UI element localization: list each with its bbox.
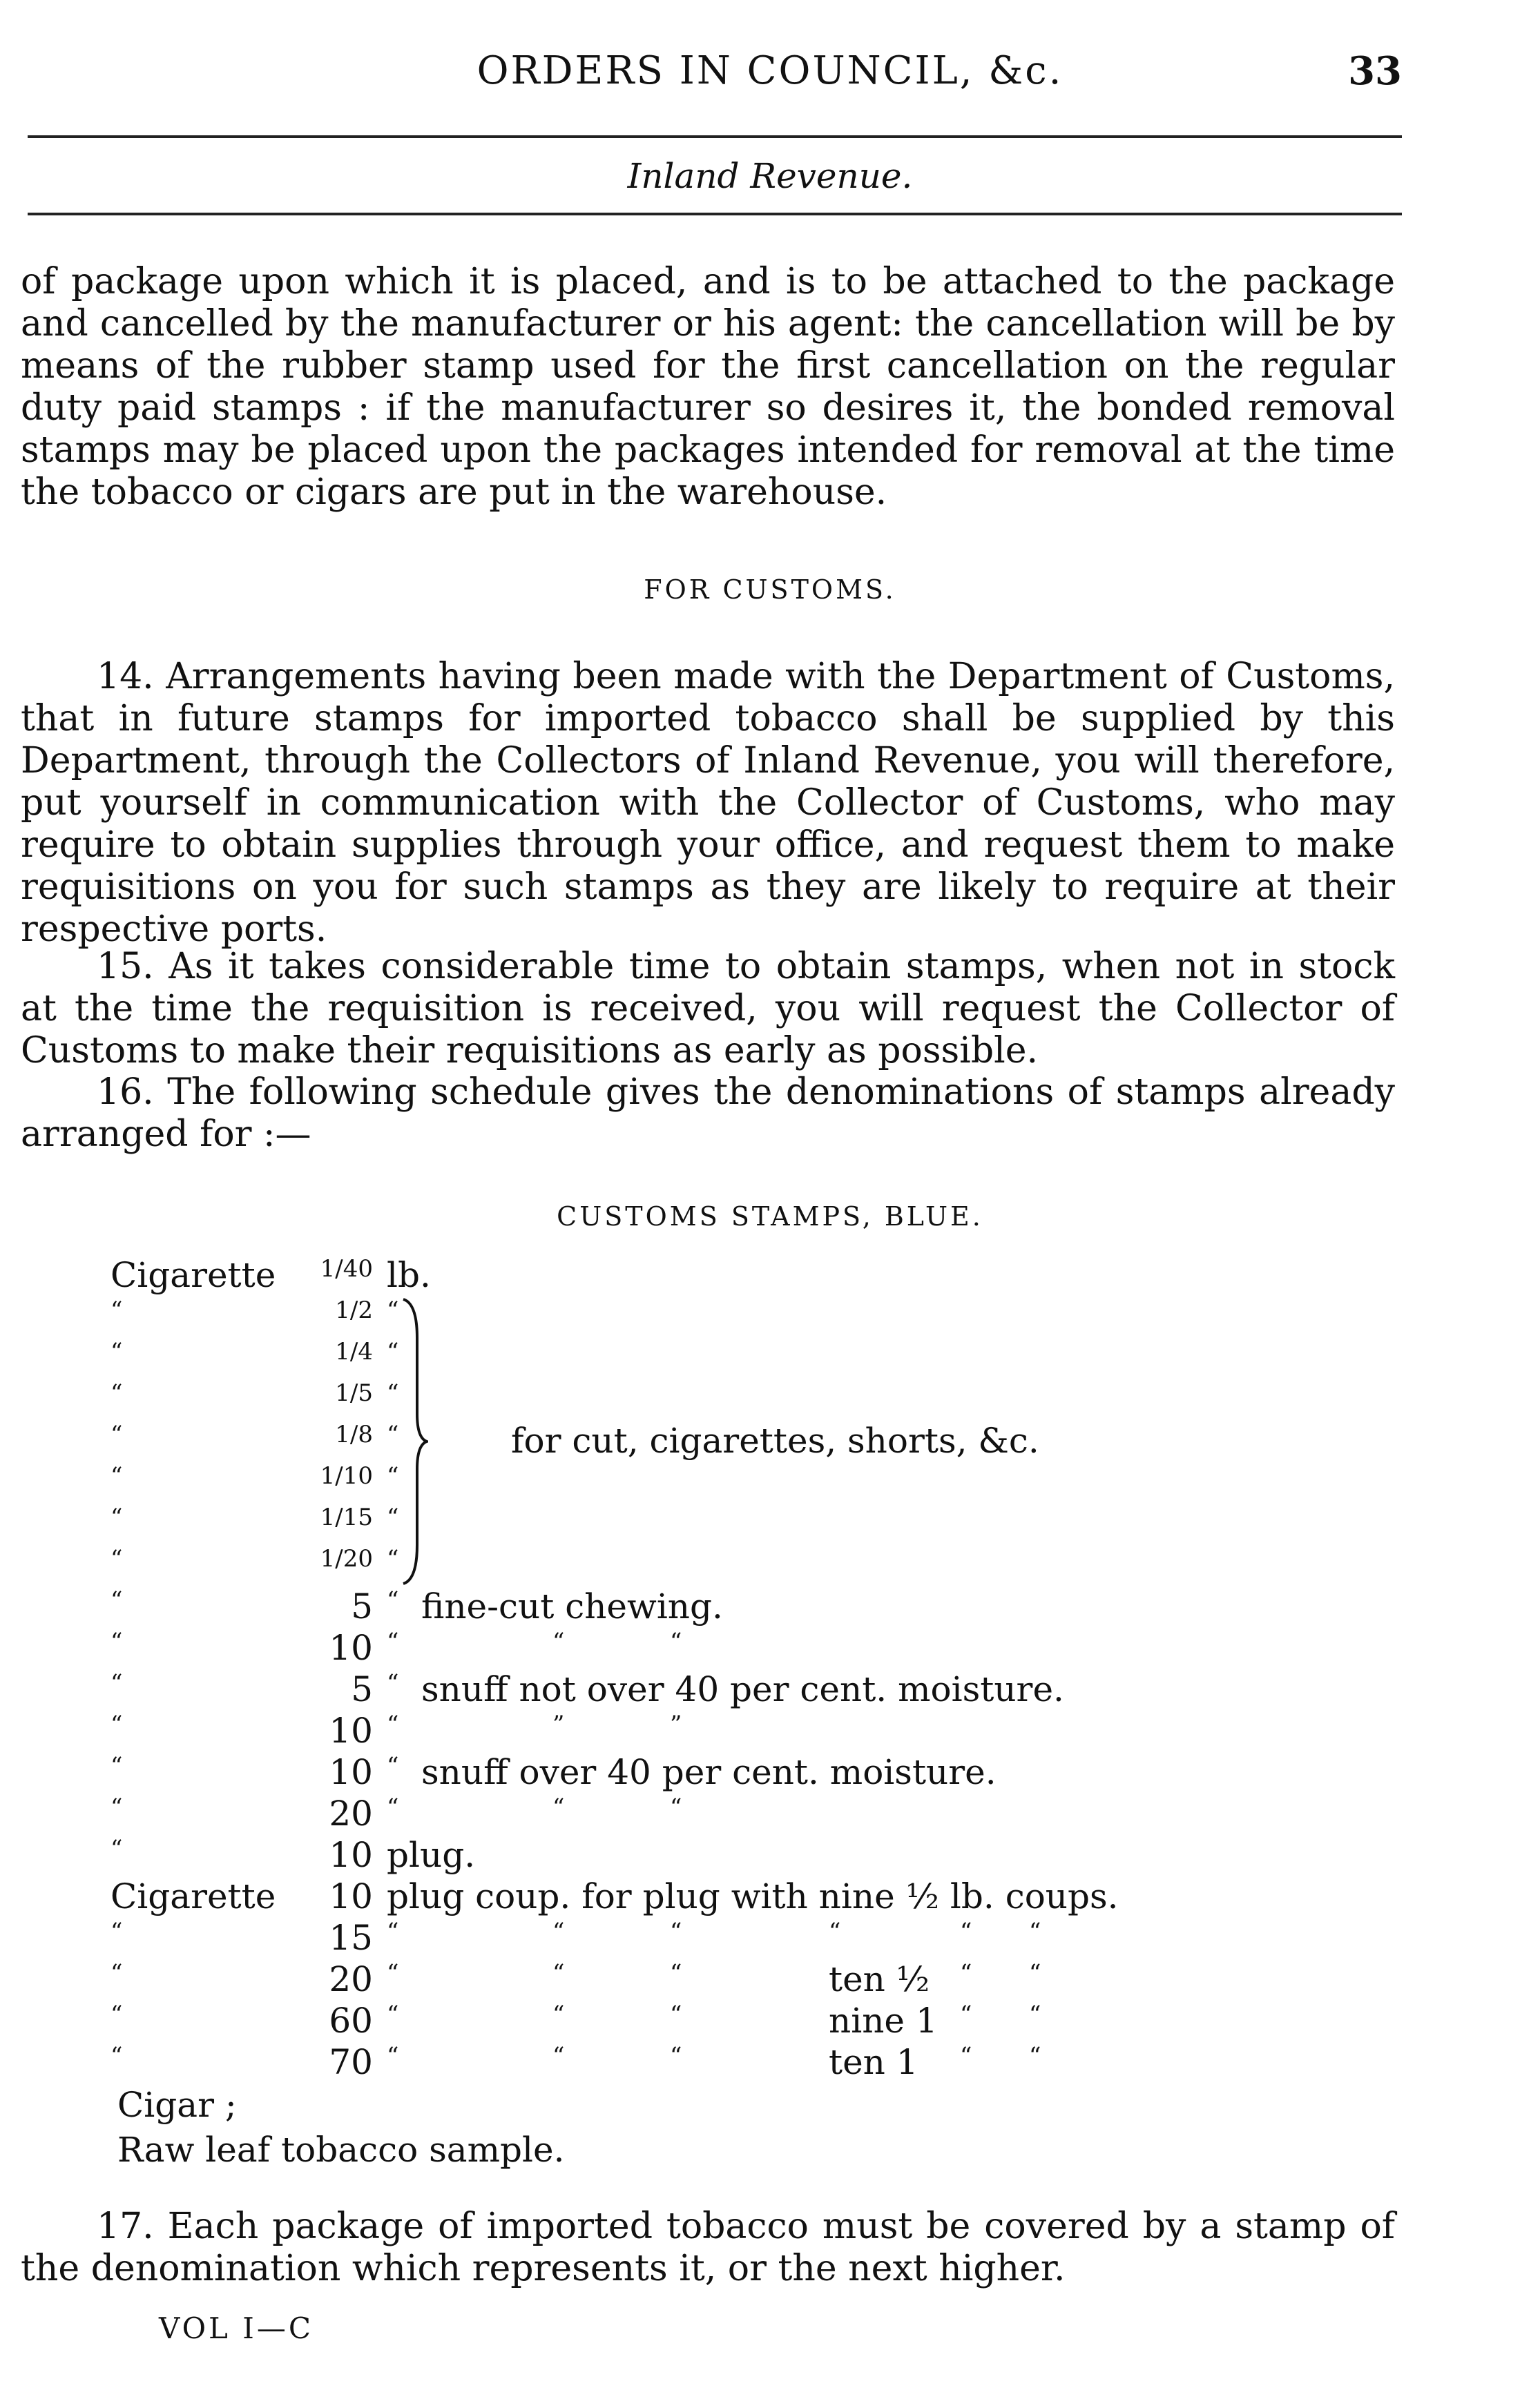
schedule-ditto: “ (552, 2042, 565, 2070)
paragraph-14: 14. Arrangements having been made with the Department of Customs, that in future stamps for imported tobacco shall be supplied by this Department, through the Collectors of Inland Revenue, you will therefore, put yourself in communication with the Collector of Customs, who may require to obtain supplies through your office, and request them to make requisitions on you for such stamps as they are likely to require at their respective ports. (21, 656, 1395, 950)
schedule-ditto: “ (552, 2001, 565, 2028)
running-header-subtitle: Inland Revenue. (627, 156, 913, 196)
intro-paragraph: of package upon which it is placed, and is to be attached to the package and cancelled by the manufacturer or his agent: the cancellation will be by means of the rubber stamp used for the first cancellation on the regular duty paid stamps : if the manufacturer so desires it, the bonded removal stamps may be placed upon the packages intended for removal at the time the tobacco or cigars are put in the warehouse. (21, 261, 1395, 513)
schedule-item-name: “ (110, 2001, 123, 2028)
schedule-row (110, 1504, 1423, 1546)
schedule-item-name: “ (110, 1421, 123, 1448)
schedule-unit: “ (387, 1752, 399, 1780)
schedule-denomination: 1/4 (335, 1338, 373, 1366)
schedule-unit: “ (387, 1628, 399, 1656)
schedule-item-raw-leaf: Raw leaf tobacco sample. (117, 2130, 565, 2170)
section-heading-customs: FOR CUSTOMS. (644, 574, 896, 605)
schedule-ditto: “ (1029, 2001, 1041, 2028)
schedule-denomination: 60 (329, 2001, 373, 2041)
schedule-item-name: Cigarette (110, 1255, 276, 1295)
schedule-ditto: “ (960, 2042, 972, 2070)
schedule-ditto: “ (670, 1918, 682, 1945)
header-rule-top (28, 135, 1402, 138)
signature-mark: VOL I—C (159, 2311, 314, 2345)
schedule-ditto: “ (960, 2001, 972, 2028)
schedule-unit: “ (387, 1297, 399, 1324)
stamp-schedule (110, 1255, 1423, 2153)
schedule-denomination: 1/10 (320, 1462, 373, 1490)
schedule-denomination: 20 (329, 1794, 373, 1834)
schedule-ditto: “ (1029, 2042, 1041, 2070)
header-rule-bottom (28, 213, 1402, 215)
schedule-unit: “ (387, 1918, 399, 1945)
schedule-row (110, 1545, 1423, 1588)
schedule-row (110, 1628, 1423, 1671)
schedule-unit: “ (387, 1545, 399, 1573)
schedule-row (110, 1379, 1423, 1422)
schedule-coupon-count: nine 1 (829, 2001, 938, 2041)
paragraph-16: 16. The following schedule gives the denominations of stamps already arranged for :— (21, 1071, 1395, 1155)
schedule-denomination: 10 (329, 1711, 373, 1751)
paragraph-15: 15. As it takes considerable time to obtain stamps, when not in stock at the time the requisition is received, you will request the Collector of Customs to make their requisitions as early as possible. (21, 946, 1395, 1071)
schedule-description: snuff not over 40 per cent. moisture. (421, 1669, 1064, 1709)
schedule-denomination: 5 (351, 1669, 373, 1709)
schedule-item-cigar: Cigar ; (117, 2085, 237, 2125)
right-brace-icon (401, 1297, 428, 1586)
brace-label: for cut, cigarettes, shorts, &c. (511, 1421, 1039, 1461)
schedule-row (110, 1876, 1423, 1919)
schedule-ditto: ” (552, 1711, 565, 1738)
schedule-item-name: “ (110, 1545, 123, 1573)
schedule-unit: “ (387, 2001, 399, 2028)
schedule-row (110, 2042, 1423, 2085)
schedule-ditto: “ (552, 1959, 565, 1987)
schedule-ditto: “ (1029, 1959, 1041, 1987)
schedule-denomination: 1/8 (335, 1421, 373, 1448)
schedule-item-name: “ (110, 1669, 123, 1697)
schedule-item-name: “ (110, 1835, 123, 1863)
schedule-ditto: “ (670, 1959, 682, 1987)
schedule-ditto: “ (960, 1918, 972, 1945)
schedule-item-name: “ (110, 1711, 123, 1738)
schedule-description: fine-cut chewing. (421, 1586, 723, 1627)
schedule-item-name: “ (110, 1752, 123, 1780)
schedule-item-name: “ (110, 1918, 123, 1945)
schedule-denomination: 10 (329, 1835, 373, 1875)
schedule-unit: “ (387, 1959, 399, 1987)
schedule-item-name: “ (110, 1586, 123, 1614)
schedule-unit: “ (387, 2042, 399, 2070)
schedule-ditto: “ (670, 2042, 682, 2070)
schedule-row (110, 1959, 1423, 2002)
schedule-denomination: 1/5 (335, 1379, 373, 1407)
schedule-row (110, 2001, 1423, 2043)
schedule-denomination: 20 (329, 1959, 373, 1999)
schedule-coupon-count: ten 1 (829, 2042, 918, 2082)
schedule-unit: “ (387, 1421, 399, 1448)
schedule-item-name: “ (110, 1794, 123, 1821)
schedule-item-name: “ (110, 1504, 123, 1531)
schedule-ditto: “ (670, 1794, 682, 1821)
schedule-item-name: “ (110, 1297, 123, 1324)
schedule-denomination: 1/15 (320, 1504, 373, 1531)
schedule-denomination: 10 (329, 1876, 373, 1916)
schedule-item-name: “ (110, 2042, 123, 2070)
schedule-unit: lb. (387, 1255, 431, 1295)
schedule-item-name: “ (110, 1338, 123, 1366)
schedule-unit: “ (387, 1462, 399, 1490)
schedule-denomination: 1/2 (335, 1297, 373, 1324)
schedule-ditto: ” (670, 1711, 682, 1738)
schedule-unit: “ (387, 1379, 399, 1407)
schedule-unit: “ (387, 1669, 399, 1697)
schedule-denomination: 1/20 (320, 1545, 373, 1573)
schedule-denomination: 10 (329, 1628, 373, 1668)
schedule-item-name: Cigarette (110, 1876, 276, 1916)
schedule-row (110, 1794, 1423, 1836)
schedule-row (110, 1669, 1423, 1712)
schedule-item-name: “ (110, 1379, 123, 1407)
schedule-title: CUSTOMS STAMPS, BLUE. (557, 1201, 983, 1232)
schedule-unit: “ (387, 1586, 399, 1614)
schedule-ditto: “ (670, 1628, 682, 1656)
schedule-row (110, 1918, 1423, 1961)
schedule-denomination: 70 (329, 2042, 373, 2082)
page-number: 33 (1348, 48, 1402, 94)
schedule-ditto: “ (552, 1794, 565, 1821)
schedule-unit: “ (387, 1338, 399, 1366)
schedule-item-name: “ (110, 1628, 123, 1656)
schedule-unit: plug. (387, 1835, 476, 1875)
schedule-unit: “ (387, 1711, 399, 1738)
schedule-row (110, 1752, 1423, 1795)
schedule-denomination: 15 (329, 1918, 373, 1958)
schedule-row (110, 1586, 1423, 1629)
schedule-row (110, 1338, 1423, 1381)
schedule-row (110, 1255, 1423, 1298)
schedule-row (110, 1711, 1423, 1754)
running-header-title: ORDERS IN COUNCIL, &c. (477, 48, 1063, 93)
schedule-ditto: “ (960, 1959, 972, 1987)
schedule-unit: plug coup. for plug with nine ½ lb. coups. (387, 1876, 1119, 1916)
schedule-denomination: 1/40 (320, 1255, 373, 1283)
schedule-ditto: “ (552, 1628, 565, 1656)
schedule-description: snuff over 40 per cent. moisture. (421, 1752, 997, 1792)
paragraph-17: 17. Each package of imported tobacco must be covered by a stamp of the denomination which represents it, or the next higher. (21, 2206, 1395, 2289)
schedule-coupon-count: ten ½ (829, 1959, 930, 1999)
schedule-ditto: “ (1029, 1918, 1041, 1945)
schedule-denomination: 10 (329, 1752, 373, 1792)
schedule-item-name: “ (110, 1462, 123, 1490)
schedule-unit: “ (387, 1794, 399, 1821)
schedule-row (110, 1835, 1423, 1878)
schedule-row (110, 1297, 1423, 1339)
schedule-ditto: “ (552, 1918, 565, 1945)
schedule-ditto: “ (670, 2001, 682, 2028)
schedule-unit: “ (387, 1504, 399, 1531)
schedule-coupon-count: “ (829, 1918, 841, 1945)
schedule-denomination: 5 (351, 1586, 373, 1627)
schedule-item-name: “ (110, 1959, 123, 1987)
schedule-row (110, 1462, 1423, 1505)
